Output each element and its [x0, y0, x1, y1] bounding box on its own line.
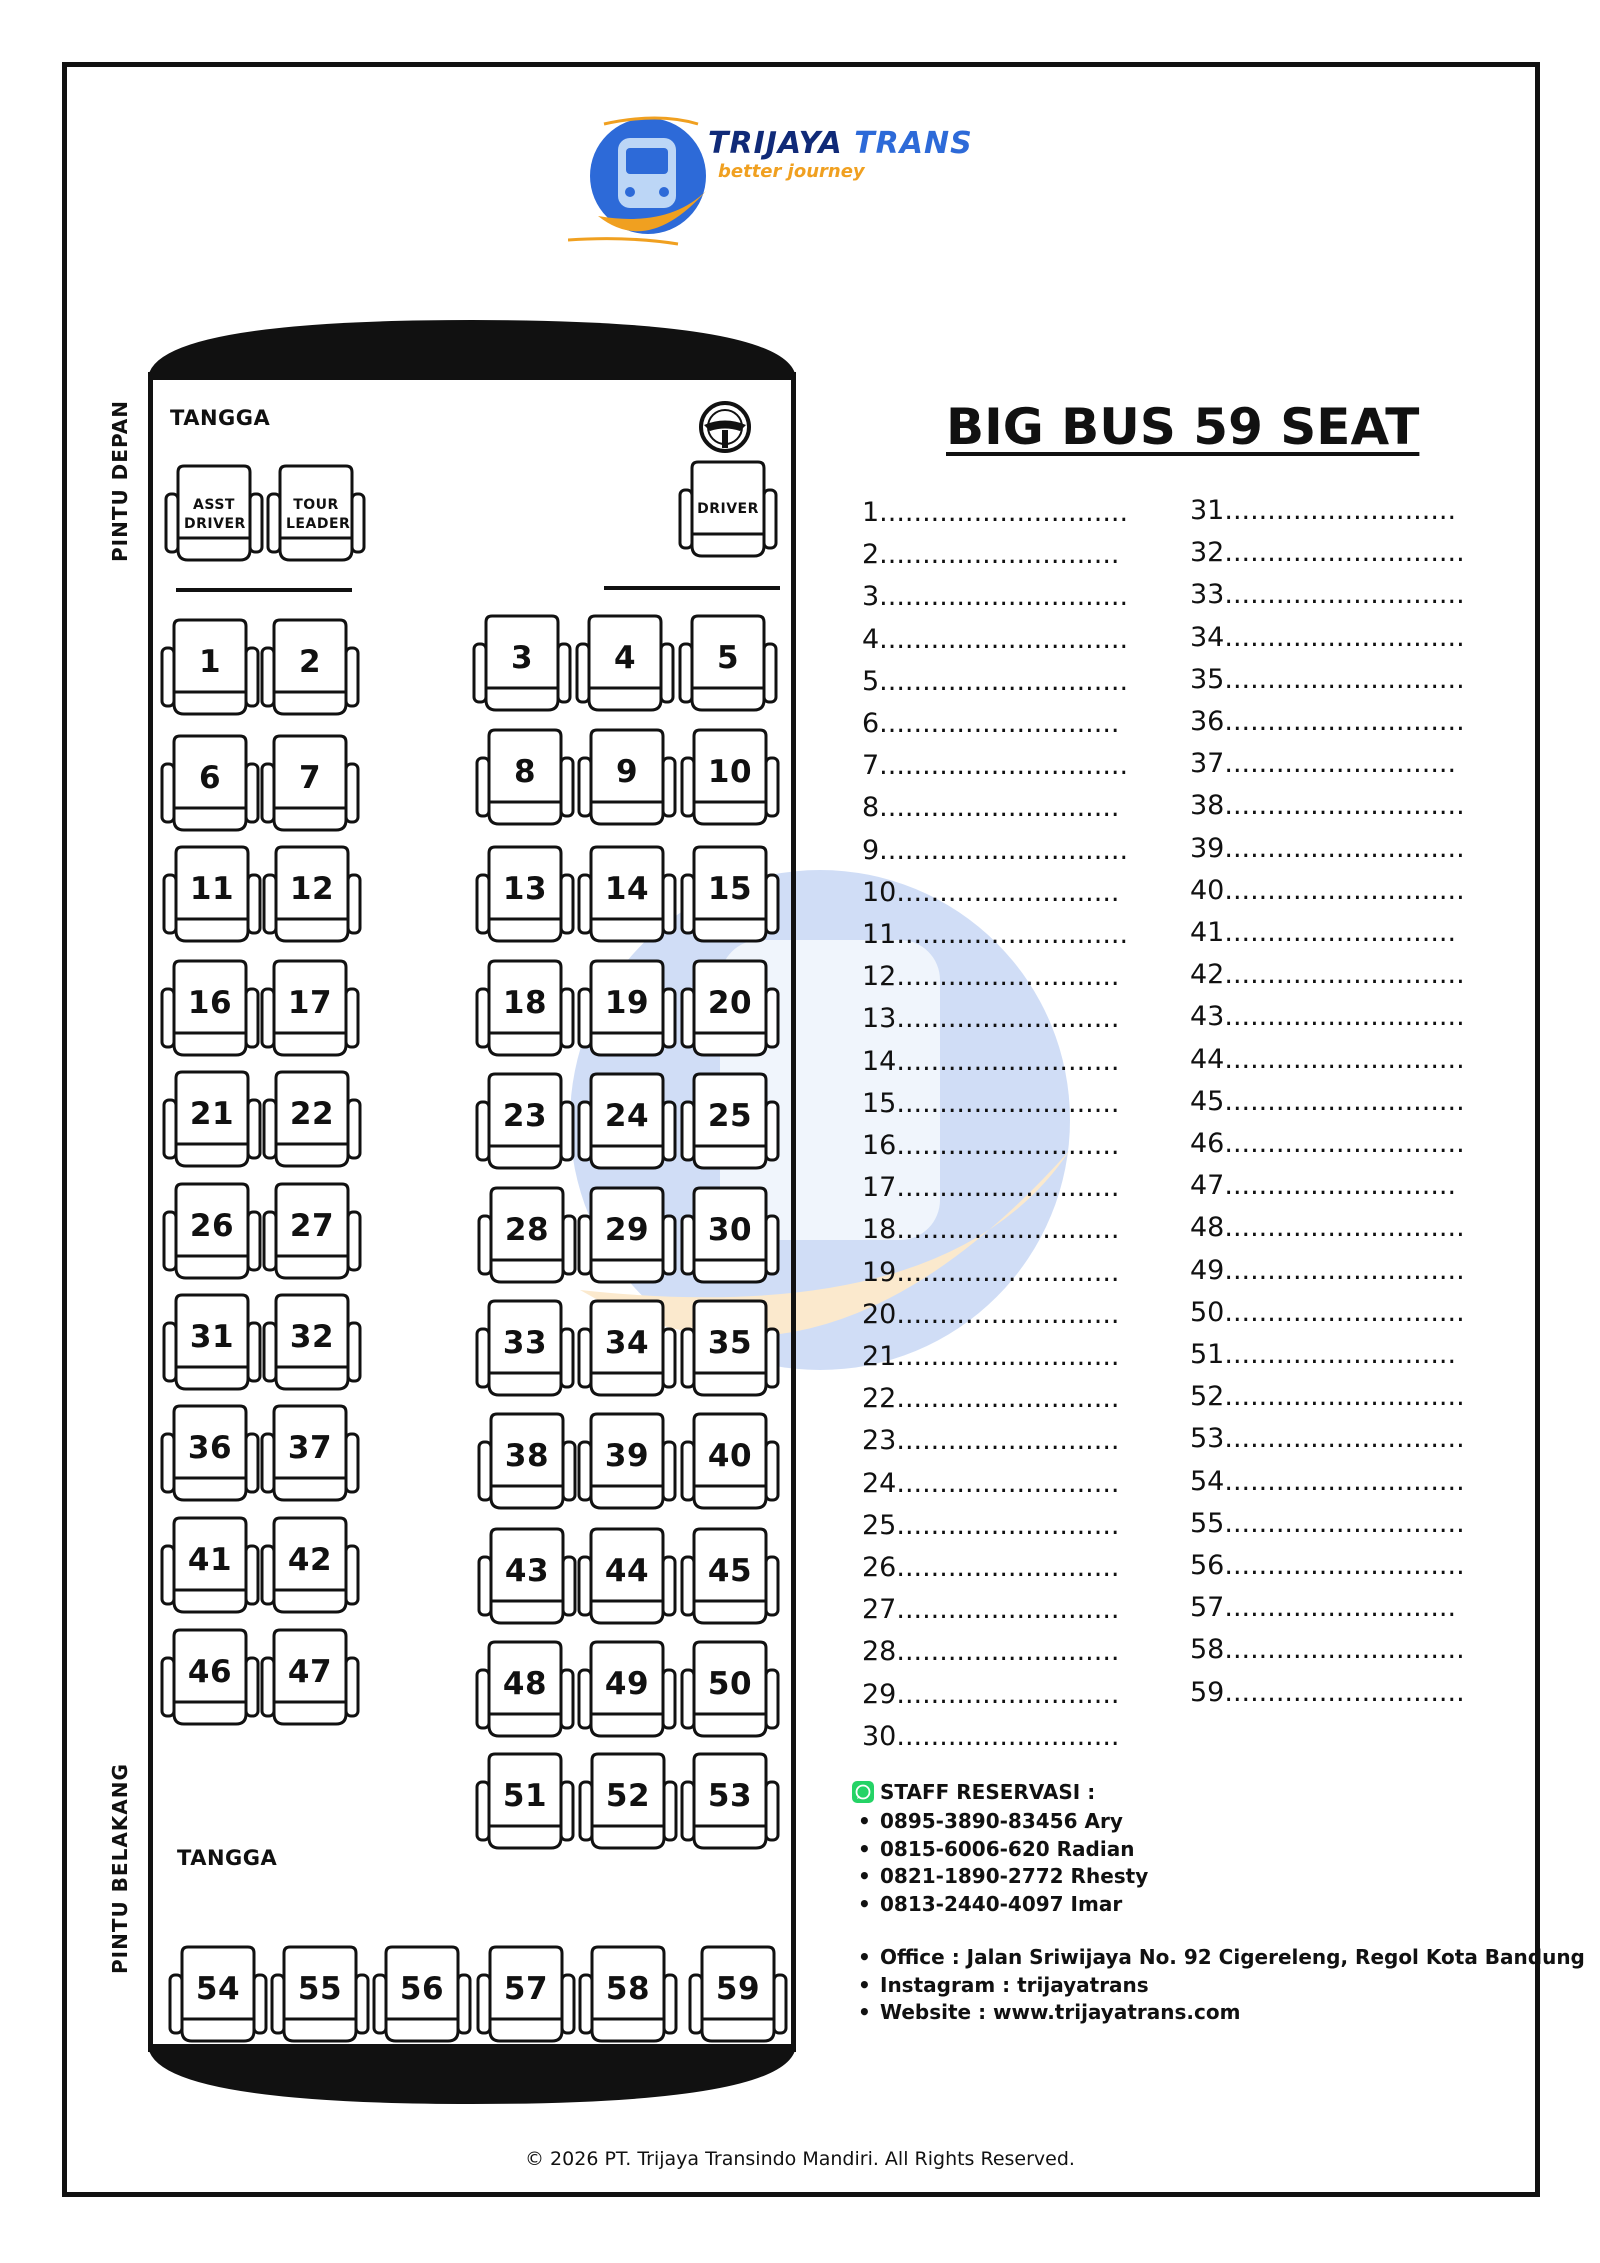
seat-17[interactable]: [260, 959, 360, 1059]
seat-number: 14: [604, 871, 650, 907]
passenger-line[interactable]: 35............................: [1190, 663, 1465, 695]
seat-number: 45: [707, 1553, 753, 1589]
brand-logo: [568, 116, 1028, 256]
seat-number: 44: [604, 1553, 650, 1589]
passenger-line[interactable]: 37...........................: [1190, 748, 1457, 780]
seat-36[interactable]: [160, 1404, 260, 1504]
seat-number: 6: [198, 760, 222, 796]
seat-number: 53: [707, 1778, 753, 1814]
seat-number: 20: [707, 985, 753, 1021]
seat-number: 19: [604, 985, 650, 1021]
seat-49[interactable]: [577, 1640, 677, 1740]
seat-number: 34: [604, 1325, 650, 1361]
seat-number: 39: [604, 1438, 650, 1474]
seat-13[interactable]: [475, 845, 575, 945]
seat-number: DRIVER: [697, 501, 759, 517]
passenger-line[interactable]: 33............................: [1190, 579, 1465, 611]
company-info: [852, 1944, 1585, 2027]
passenger-line[interactable]: 22..........................: [862, 1383, 1120, 1415]
seat-number: 38: [504, 1438, 550, 1474]
seat-55[interactable]: [270, 1945, 370, 2045]
passenger-line[interactable]: 20..........................: [862, 1298, 1120, 1330]
steering-wheel-icon: [698, 400, 752, 454]
seat-number: 9: [615, 754, 639, 790]
seat-number: 32: [289, 1319, 335, 1355]
passenger-line[interactable]: 6............................: [862, 708, 1120, 740]
seat-9[interactable]: [577, 728, 677, 828]
passenger-line[interactable]: 5.............................: [862, 665, 1129, 697]
seat-number: 48: [502, 1666, 548, 1702]
contact-item: • 0821-1890-2772 Rhesty: [852, 1863, 1148, 1891]
passenger-line[interactable]: 38............................: [1190, 790, 1465, 822]
seat-3[interactable]: [472, 614, 572, 714]
passenger-line[interactable]: 34............................: [1190, 621, 1465, 653]
seat-14[interactable]: [577, 845, 677, 945]
seat-21[interactable]: [162, 1070, 262, 1170]
passenger-line[interactable]: 46............................: [1190, 1128, 1465, 1160]
seat-number: 25: [707, 1098, 753, 1134]
seat-number: 51: [502, 1778, 548, 1814]
seat-number: 27: [289, 1208, 335, 1244]
passenger-line[interactable]: 19..........................: [862, 1256, 1120, 1288]
front-left-divider: [176, 588, 352, 592]
seat-4[interactable]: [575, 614, 675, 714]
seat-number: 24: [604, 1098, 650, 1134]
brand-name-part1: TRIJAYA: [708, 126, 843, 161]
info-item: • Office : Jalan Sriwijaya No. 92 Cigereleng, Regol Kota Bandung: [852, 1944, 1585, 1972]
seat-48[interactable]: [475, 1640, 575, 1740]
seat-number: 35: [707, 1325, 753, 1361]
seat-number: 11: [189, 871, 235, 907]
seat-23[interactable]: [475, 1072, 575, 1172]
seat-number: 59: [715, 1971, 761, 2007]
passenger-line[interactable]: 12..........................: [862, 961, 1120, 993]
seat-number: 57: [503, 1971, 549, 2007]
passenger-line[interactable]: 49............................: [1190, 1254, 1465, 1286]
seat-20[interactable]: [680, 959, 780, 1059]
seat-46[interactable]: [160, 1628, 260, 1728]
seat-number: 7: [298, 760, 322, 796]
passenger-line[interactable]: 39............................: [1190, 832, 1465, 864]
passenger-line[interactable]: 14..........................: [862, 1045, 1120, 1077]
whatsapp-icon: [852, 1781, 874, 1803]
passenger-line[interactable]: 15..........................: [862, 1087, 1120, 1119]
seat-number: 2: [298, 644, 322, 680]
passenger-line[interactable]: 10..........................: [862, 876, 1120, 908]
seat-39[interactable]: [577, 1412, 677, 1512]
passenger-line[interactable]: 24..........................: [862, 1467, 1120, 1499]
seat-number: TOUR LEADER: [286, 497, 351, 532]
passenger-line[interactable]: 58............................: [1190, 1634, 1465, 1666]
passenger-line[interactable]: 45............................: [1190, 1085, 1465, 1117]
seat-1[interactable]: [160, 618, 260, 718]
passenger-line[interactable]: 13..........................: [862, 1003, 1120, 1035]
brand-name-part2: TRANS: [854, 126, 973, 161]
seat-number: 8: [513, 754, 537, 790]
seat-26[interactable]: [162, 1182, 262, 1282]
seat-number: 43: [504, 1553, 550, 1589]
seat-8[interactable]: [475, 728, 575, 828]
seat-number: 23: [502, 1098, 548, 1134]
passenger-line[interactable]: 27..........................: [862, 1594, 1120, 1626]
passenger-line[interactable]: 25..........................: [862, 1509, 1120, 1541]
seat-number: 56: [399, 1971, 445, 2007]
passenger-line[interactable]: 2............................: [862, 539, 1120, 571]
seat-38[interactable]: [477, 1412, 577, 1512]
seat-number: 16: [187, 985, 233, 1021]
passenger-line[interactable]: 50............................: [1190, 1296, 1465, 1328]
seat-18[interactable]: [475, 959, 575, 1059]
seat-7[interactable]: [260, 734, 360, 834]
reservation-contacts: [852, 1780, 1148, 1918]
driver-seat[interactable]: [678, 460, 778, 560]
seat-number: 3: [510, 640, 534, 676]
seat-2[interactable]: [260, 618, 360, 718]
passenger-line[interactable]: 42............................: [1190, 959, 1465, 991]
seat-12[interactable]: [262, 845, 362, 945]
seat-number: 29: [604, 1212, 650, 1248]
seat-number: 55: [297, 1971, 343, 2007]
seat-number: 4: [613, 640, 637, 676]
seat-11[interactable]: [162, 845, 262, 945]
seat-number: 36: [187, 1430, 233, 1466]
seat-number: 41: [187, 1542, 233, 1578]
seat-52[interactable]: [578, 1752, 678, 1852]
seat-number: ASST DRIVER: [184, 497, 246, 532]
seat-number: 50: [707, 1666, 753, 1702]
seat-number: 37: [287, 1430, 333, 1466]
passenger-line[interactable]: 26..........................: [862, 1552, 1120, 1584]
seat-number: 52: [605, 1778, 651, 1814]
seat-16[interactable]: [160, 959, 260, 1059]
brand-tagline: better journey: [718, 161, 865, 182]
seat-58[interactable]: [578, 1945, 678, 2045]
seat-number: 40: [707, 1438, 753, 1474]
passenger-line[interactable]: 31...........................: [1190, 495, 1457, 526]
seat-number: 10: [707, 754, 753, 790]
passenger-line[interactable]: 51...........................: [1190, 1339, 1457, 1371]
copyright-footer: © 2026 PT. Trijaya Transindo Mandiri. All Rights Reserved.: [525, 2148, 1075, 2170]
seat-number: 54: [195, 1971, 241, 2007]
seat-28[interactable]: [477, 1186, 577, 1286]
passenger-line[interactable]: 41...........................: [1190, 917, 1457, 949]
seat-24[interactable]: [577, 1072, 677, 1172]
asst-driver-seat[interactable]: [164, 464, 264, 564]
seat-number: 33: [502, 1325, 548, 1361]
passenger-line[interactable]: 56............................: [1190, 1550, 1465, 1582]
seat-number: 18: [502, 985, 548, 1021]
seat-10[interactable]: [680, 728, 780, 828]
seat-45[interactable]: [680, 1527, 780, 1627]
seat-number: 28: [504, 1212, 550, 1248]
seat-number: 5: [716, 640, 740, 676]
passenger-line[interactable]: 59............................: [1190, 1676, 1465, 1708]
passenger-line[interactable]: 18..........................: [862, 1214, 1120, 1246]
seat-40[interactable]: [680, 1412, 780, 1512]
passenger-line[interactable]: 57...........................: [1190, 1592, 1457, 1624]
seat-number: 21: [189, 1096, 235, 1132]
seat-22[interactable]: [262, 1070, 362, 1170]
passenger-list-col1: [862, 492, 1128, 1758]
passenger-line[interactable]: 44............................: [1190, 1043, 1465, 1075]
seat-number: 49: [604, 1666, 650, 1702]
seat-number: 15: [707, 871, 753, 907]
contact-item: • 0895-3890-83456 Ary: [852, 1808, 1148, 1836]
seat-59[interactable]: [688, 1945, 788, 2045]
passenger-line[interactable]: 48............................: [1190, 1212, 1465, 1244]
seat-number: 17: [287, 985, 333, 1021]
passenger-line[interactable]: 40............................: [1190, 874, 1465, 906]
seat-50[interactable]: [680, 1640, 780, 1740]
passenger-line[interactable]: 52............................: [1190, 1381, 1465, 1413]
passenger-line[interactable]: 47...........................: [1190, 1170, 1457, 1202]
contact-item: • 0813-2440-4097 Imar: [852, 1891, 1148, 1919]
passenger-line[interactable]: 32............................: [1190, 537, 1465, 569]
passenger-line[interactable]: 53............................: [1190, 1423, 1465, 1455]
passenger-line[interactable]: 3.............................: [862, 581, 1129, 613]
passenger-line[interactable]: 28..........................: [862, 1636, 1120, 1668]
seat-number: 22: [289, 1096, 335, 1132]
passenger-list-col2: [1190, 490, 1465, 1714]
seat-56[interactable]: [372, 1945, 472, 2045]
seat-37[interactable]: [260, 1404, 360, 1504]
bus-rear-cap: [148, 2044, 796, 2106]
front-door-label: PINTU DEPAN: [108, 400, 132, 562]
passenger-line[interactable]: 29..........................: [862, 1678, 1120, 1710]
seat-15[interactable]: [680, 845, 780, 945]
bus-logo-icon: [568, 116, 708, 256]
rear-door-label: PINTU BELAKANG: [108, 1763, 132, 1974]
seat-number: 42: [287, 1542, 333, 1578]
passenger-line[interactable]: 4.............................: [862, 623, 1129, 655]
seat-number: 1: [198, 644, 222, 680]
passenger-line[interactable]: 54............................: [1190, 1465, 1465, 1497]
seat-30[interactable]: [680, 1186, 780, 1286]
seat-35[interactable]: [680, 1299, 780, 1399]
seat-19[interactable]: [577, 959, 677, 1059]
seat-31[interactable]: [162, 1293, 262, 1393]
seat-47[interactable]: [260, 1628, 360, 1728]
seat-57[interactable]: [476, 1945, 576, 2045]
seat-6[interactable]: [160, 734, 260, 834]
seat-41[interactable]: [160, 1516, 260, 1616]
seat-number: 13: [502, 871, 548, 907]
passenger-line[interactable]: 55............................: [1190, 1507, 1465, 1539]
front-right-divider: [604, 586, 780, 590]
seat-number: 46: [187, 1654, 233, 1690]
seat-number: 31: [189, 1319, 235, 1355]
info-item: • Instagram : trijayatrans: [852, 1972, 1585, 2000]
passenger-line[interactable]: 8............................: [862, 792, 1120, 824]
staff-reservation-heading: STAFF RESERVASI :: [880, 1780, 1096, 1804]
seat-number: 12: [289, 871, 335, 907]
seat-27[interactable]: [262, 1182, 362, 1282]
passenger-line[interactable]: 16..........................: [862, 1130, 1120, 1162]
info-item: • Website : www.trijayatrans.com: [852, 1999, 1585, 2027]
seat-5[interactable]: [678, 614, 778, 714]
passenger-line[interactable]: 7.............................: [862, 750, 1129, 782]
contact-item: • 0815-6006-620 Radian: [852, 1836, 1148, 1864]
seat-29[interactable]: [577, 1186, 677, 1286]
seat-51[interactable]: [475, 1752, 575, 1852]
seat-number: 26: [189, 1208, 235, 1244]
seat-number: 58: [605, 1971, 651, 2007]
seat-34[interactable]: [577, 1299, 677, 1399]
passenger-line[interactable]: 1.............................: [862, 497, 1129, 528]
passenger-line[interactable]: 9.............................: [862, 834, 1129, 866]
seat-43[interactable]: [477, 1527, 577, 1627]
stairs-front-label: TANGGA: [170, 406, 271, 430]
passenger-line[interactable]: 30..........................: [862, 1720, 1120, 1752]
tour-leader-seat[interactable]: [266, 464, 366, 564]
bus-front-cap: [148, 318, 796, 380]
seat-25[interactable]: [680, 1072, 780, 1172]
passenger-line[interactable]: 17..........................: [862, 1172, 1120, 1204]
stairs-rear-label: TANGGA: [177, 1846, 278, 1870]
seat-number: 47: [287, 1654, 333, 1690]
seat-42[interactable]: [260, 1516, 360, 1616]
passenger-line[interactable]: 36............................: [1190, 706, 1465, 738]
seat-33[interactable]: [475, 1299, 575, 1399]
passenger-line[interactable]: 11...........................: [862, 919, 1129, 951]
page-title: BIG BUS 59 SEAT: [946, 398, 1420, 456]
seat-32[interactable]: [262, 1293, 362, 1393]
seat-number: 30: [707, 1212, 753, 1248]
passenger-line[interactable]: 21..........................: [862, 1341, 1120, 1373]
seat-53[interactable]: [680, 1752, 780, 1852]
passenger-line[interactable]: 23..........................: [862, 1425, 1120, 1457]
passenger-line[interactable]: 43............................: [1190, 1001, 1465, 1033]
seat-54[interactable]: [168, 1945, 268, 2045]
seat-44[interactable]: [577, 1527, 677, 1627]
